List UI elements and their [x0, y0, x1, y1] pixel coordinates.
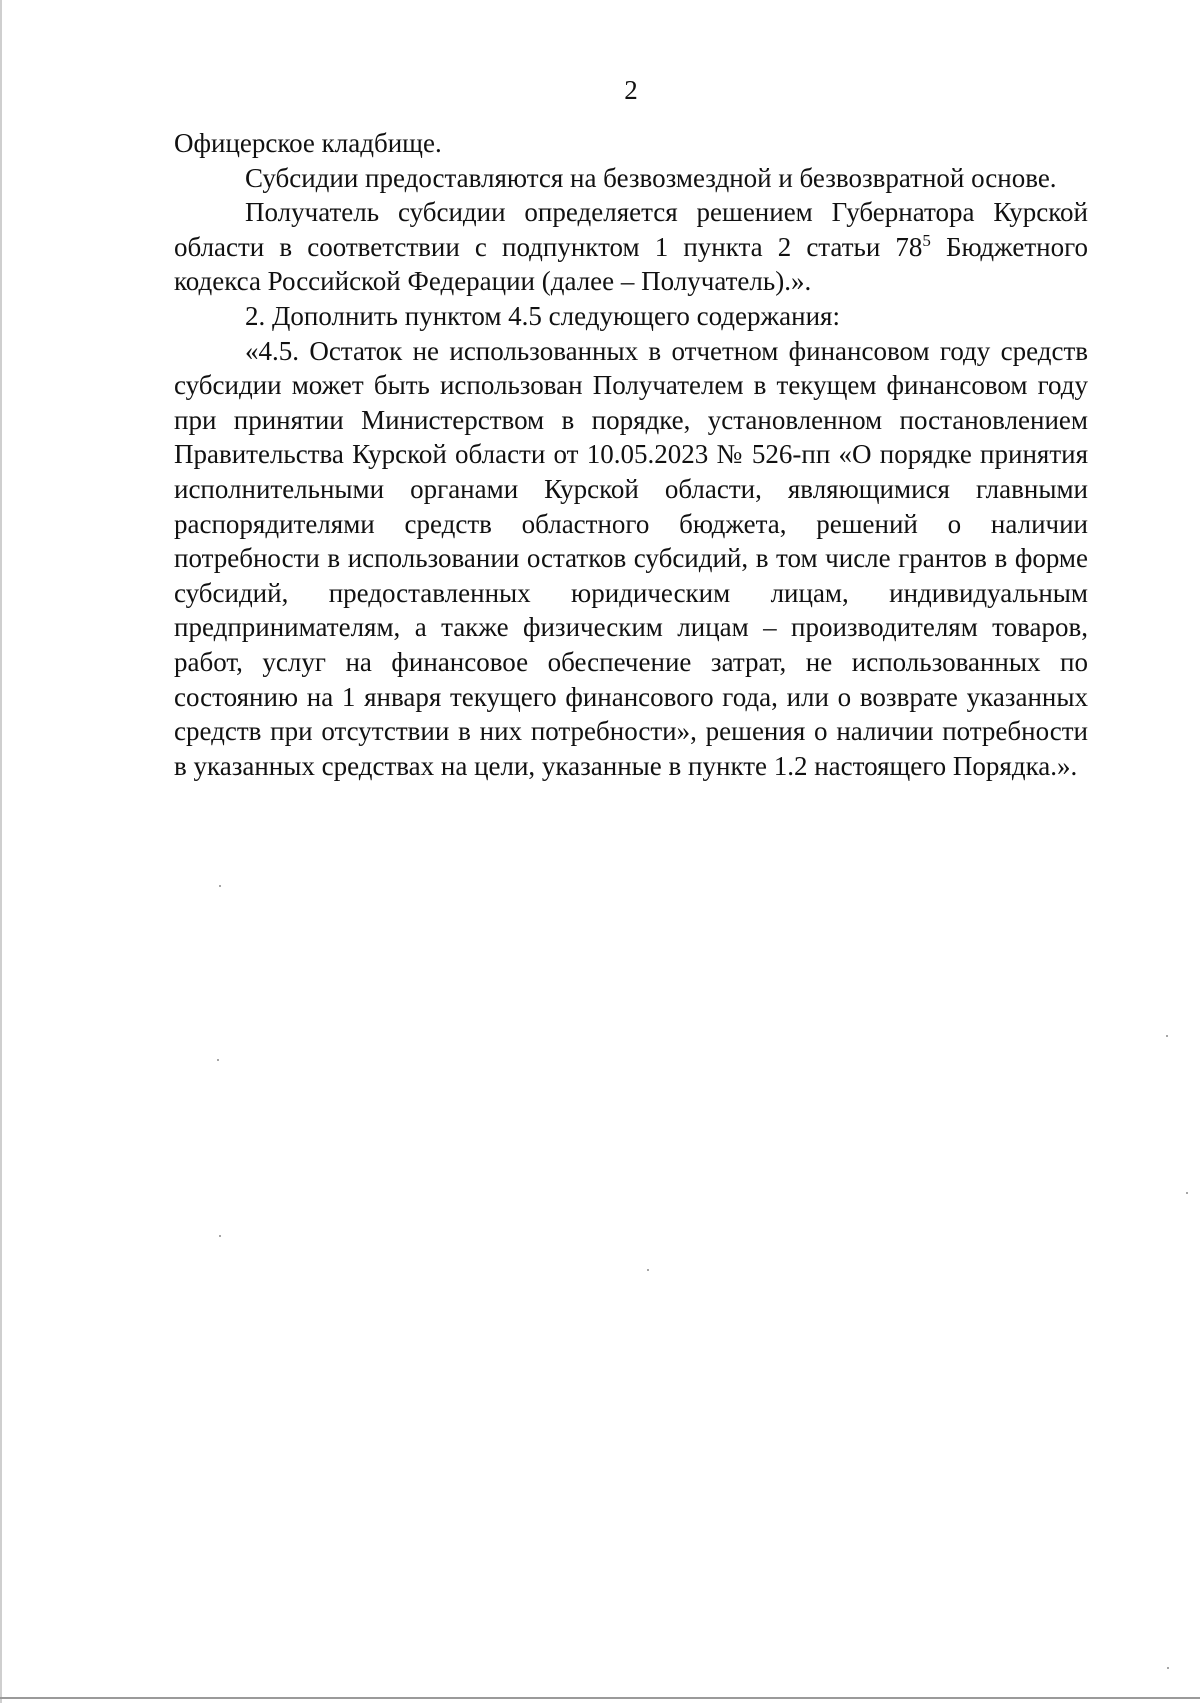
- scan-speck: [647, 1269, 649, 1271]
- scan-speck: [1166, 1035, 1168, 1037]
- scan-speck: [219, 885, 221, 887]
- scan-speck: [217, 1059, 219, 1061]
- page-number: 2: [624, 75, 638, 105]
- article-superscript: 5: [922, 230, 931, 250]
- scan-speck: [1186, 1192, 1188, 1194]
- paragraph-amendment-item-2: 2. Дополнить пунктом 4.5 следующего содержания:: [245, 300, 840, 331]
- paragraph-recipient-text-end: Бюджетного кодекса Российской Федерации (далее – Получатель).».: [174, 231, 1088, 297]
- scan-edge-bottom: [0, 1697, 1200, 1699]
- paragraph-cemetery: Офицерское кладбище.: [174, 128, 442, 158]
- scan-speck: [219, 1235, 221, 1237]
- paragraph-recipient-text-start: Получатель субсидии определяется решением Губернатора Курской области в соответствии с подпунктом 1 пункта 2 статьи 78: [174, 197, 1088, 262]
- scan-speck: [1167, 1667, 1169, 1669]
- paragraph-subsidy-basis: Субсидии предоставляются на безвозмездной и безвозвратной основе.: [245, 162, 1057, 193]
- paragraph-recipient: [174, 195, 1088, 299]
- scan-edge-left: [0, 0, 2, 1703]
- paragraph-clause-4-5: «4.5. Остаток не использованных в отчетном финансовом году средств субсидии может быть использован Получателем в текущем финансовом году при принятии Министерством в порядке, установленном постановлением Правительства Курской области от 10.05.2023 № 526-пп «О порядке принятия исполнительными органами Курской области, являющимися главными распорядителями средств областного бюджета, решений о наличии потребности в использовании остатков субсидий, в том числе грантов в форме субсидий, предоставленных юридическим лицам, индивидуальным предпринимателям, а также физическим лицам – производителям товаров, работ, услуг на финансовое обеспечение затрат, не использованных по состоянию на 1 января текущего финансового года, или о возврате указанных средств при отсутствии в них потребности», решения о наличии потребности в указанных средствах на цели, указанные в пункте 1.2 настоящего Порядка.».: [174, 335, 1088, 781]
- document-body: [174, 126, 1088, 783]
